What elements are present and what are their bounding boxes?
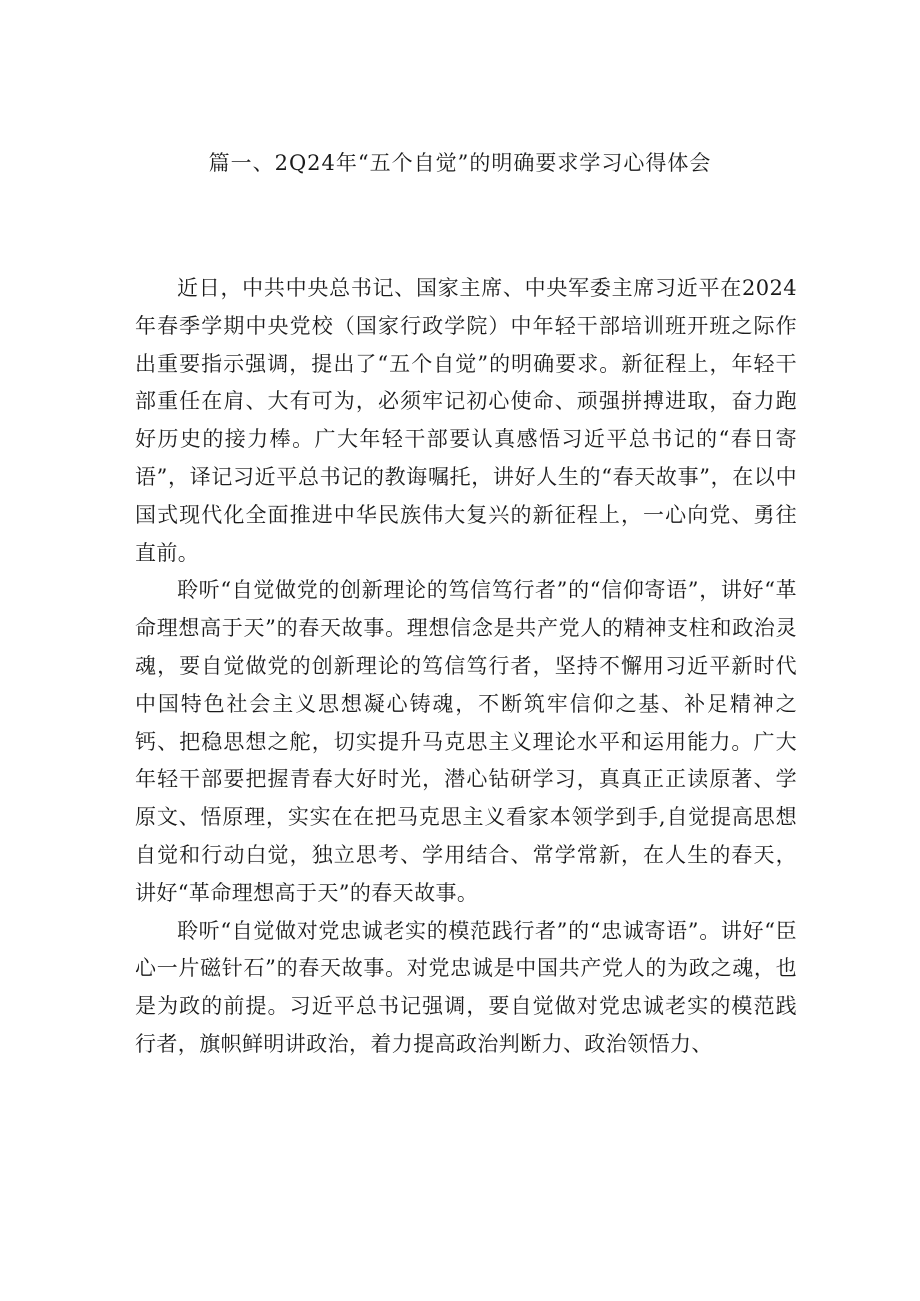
document-title: 篇一、2Q24年“五个自觉”的明确要求学习心得体会: [208, 151, 712, 175]
paragraph-intro: 近日，中共中央总书记、国家主席、中央军委主席习近平在2024年春季学期中央党校（国家行政学院）中年轻干部培训班开班之际作出重要指示强调，提出了“五个自觉”的明确要求。新征程上，年轻干部重任在肩、大有可为，必须牢记初心使命、顽强拼搏进取，奋力跑好历史的接力棒。广大年轻干部要认真感悟习近平总书记的“春日寄语”，译记习近平总书记的教诲嘱托，讲好人生的“春天故事”，在以中国式现代化全面推进中华民族伟大复兴的新征程上，一心向党、勇往直前。: [135, 276, 797, 565]
paragraph-loyalty: 聆听“自觉做对党忠诚老实的模范践行者”的“忠诚寄语”。讲好“臣心一片磁针石”的春天故事。对党忠诚是中国共产党人的为政之魂，也是为政的前提。习近平总书记强调，要自觉做对党忠诚老实的模范践行者，旗帜鲜明讲政治，着力提高政治判断力、政治领悟力、: [135, 918, 797, 1056]
paragraph-faith: 聆听“自觉做党的创新理论的笃信笃行者”的“信仰寄语”，讲好“革命理想高于天”的春天故事。理想信念是共产党人的精神支柱和政治灵魂，要自觉做党的创新理论的笃信笃行者，坚持不懈用习近平新时代中国特色社会主义思想凝心铸魂，不断筑牢信仰之基、补足精神之钙、把稳思想之舵，切实提升马克思主义理论水平和运用能力。广大年轻干部要把握青春大好时光，潜心钻研学习，真真正正读原著、学原文、悟原理，实实在在把马克思主义看家本领学到手,自觉提高思想自觉和行动白觉，独立思考、学用结合、常学常新，在人生的春天，讲好“革命理想高于天”的春天故事。: [135, 578, 797, 905]
document-body: [135, 270, 797, 1064]
